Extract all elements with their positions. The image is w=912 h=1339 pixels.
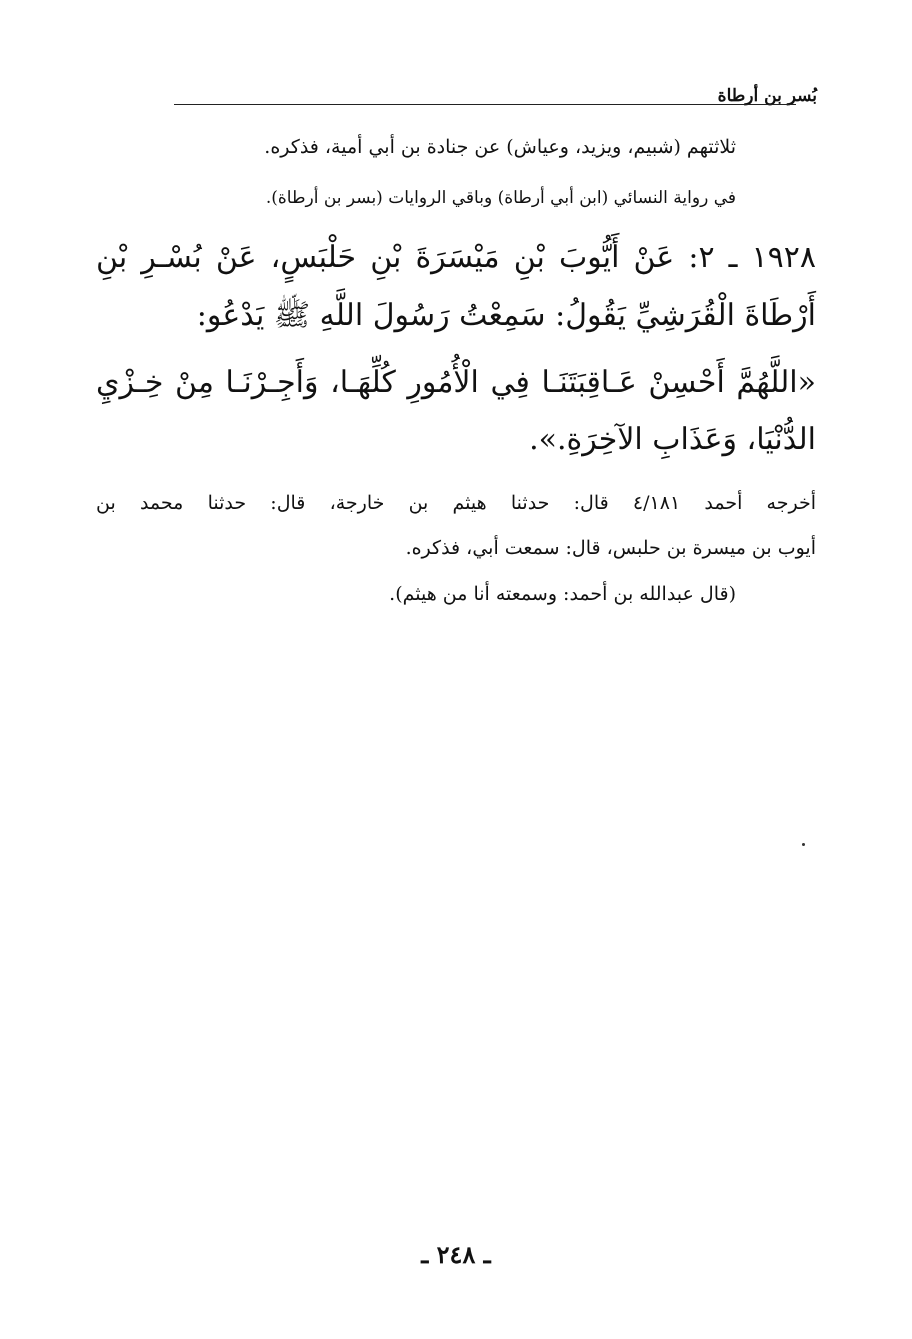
hadith-line-1: ١٩٢٨ ـ ٢: عَنْ أَيُّوبَ بْنِ مَيْسَرَةَ بْنِ حَلْبَسٍ، عَنْ بُسْـرِ بْنِ [96,240,816,275]
intro-line: ثلاثتهم (شبيم، ويزيد، وعياش) عن جنادة بن أبي أمية، فذكره. [264,136,736,158]
takhrij-line-3: (قال عبدالله بن أحمد: وسمعته أنا من هيثم). [389,583,736,605]
note-line: في رواية النسائي (ابن أبي أرطاة) وباقي الروايات (بسر بن أرطاة). [265,188,736,208]
header-rule [174,104,796,105]
running-head-title: بُسر بن أرطاة [717,86,817,106]
page-number: ـ ٢٤٨ ـ [421,1240,491,1269]
takhrij-line-2: أيوب بن ميسرة بن حلبس، قال: سمعت أبي، فذكره. [405,537,816,559]
hadith-line-2: أَرْطَاةَ الْقُرَشِيِّ يَقُولُ: سَمِعْتُ رَسُولَ اللَّهِ ﷺ يَدْعُو: [196,298,816,333]
takhrij-line-1: أخرجه أحمد ٤/١٨١ قال: حدثنا هيثم بن خارجة، قال: حدثنا محمد بن [96,492,816,514]
hadith-line-4: الدُّنْيَا، وَعَذَابِ الآخِرَةِ.». [529,422,816,457]
hadith-line-3: «اللَّهُمَّ أَحْسِنْ عَـاقِبَتَنَـا فِي الْأُمُورِ كُلِّهَـا، وَأَجِـرْنَـا مِنْ خِـزْيِ [96,365,816,400]
stray-dot [802,843,805,846]
